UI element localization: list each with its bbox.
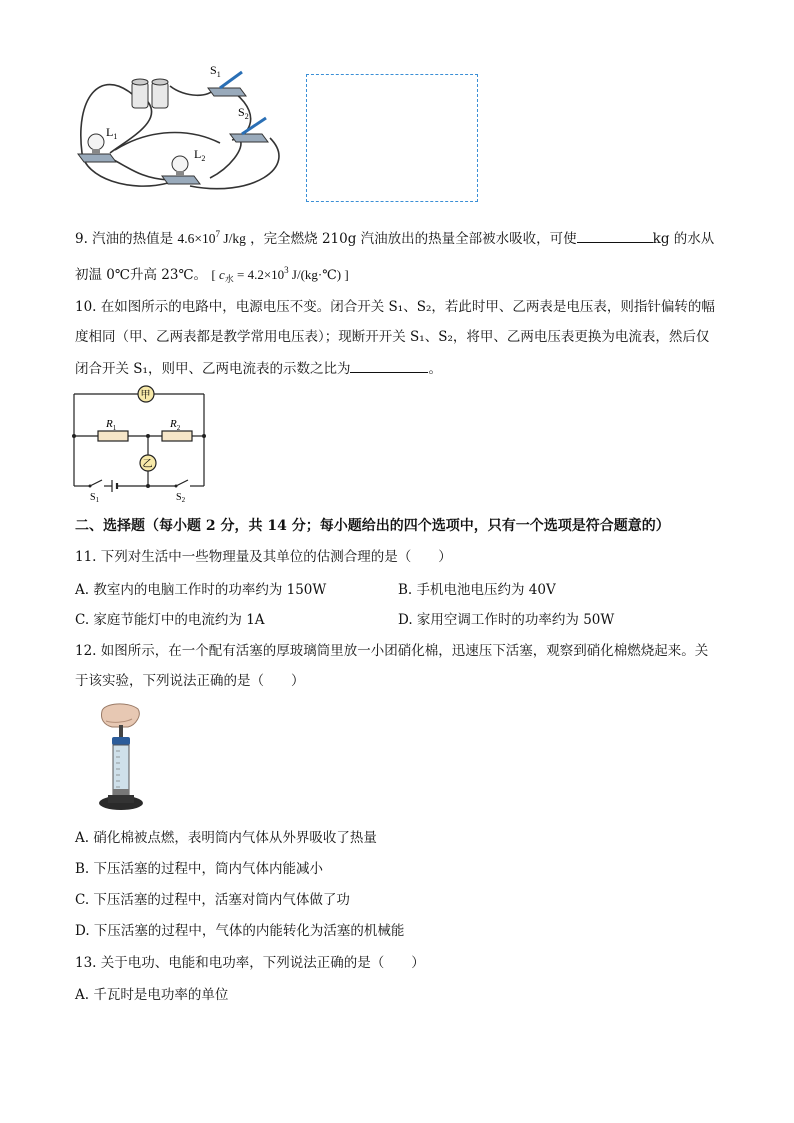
s1-label: $S_1$	[90, 492, 100, 502]
q11-option-b[interactable]: B. 手机电池电压约为 40V	[398, 582, 556, 598]
section-2-title: 二、选择题（每小题 2 分，共 14 分；每小题给出的四个选项中，只有一个选项是符合题意的）	[75, 518, 670, 534]
q9-specific-heat: [ $c_水 = 4.2\times 10^3$ J/(kg·℃) ]	[211, 265, 349, 284]
s2-label: $S_2$	[176, 492, 186, 502]
r2-label: $R_2$	[170, 418, 181, 432]
q11-option-a[interactable]: A. 教室内的电脑工作时的功率约为 150W	[75, 582, 327, 598]
meter-b-label: 乙	[142, 459, 153, 470]
q11-stem: 11. 下列对生活中一些物理量及其单位的估测合理的是（ ）	[75, 549, 452, 565]
meter-a-label: 甲	[140, 390, 151, 401]
q10-line1: 10. 在如图所示的电路中，电源电压不变。闭合开关 S₁、S₂，若此时甲、乙两表是电压表，则指针偏转的幅	[75, 299, 715, 315]
q11-option-c[interactable]: C. 家庭节能灯中的电流约为 1A	[75, 612, 265, 628]
q12-option-d[interactable]: D. 下压活塞的过程中，气体的内能转化为活塞的机械能	[75, 923, 405, 939]
q12-option-a[interactable]: A. 硝化棉被点燃，表明筒内气体从外界吸收了热量	[75, 830, 377, 846]
q9-line1: 9. 汽油的热值是 $4.6\times 10^7$ J/kg ，完全燃烧 210g 汽油放出的热量全部被水吸收，可使 kg 的水从	[75, 229, 715, 247]
q10-circuit-diagram	[68, 384, 214, 502]
q8-circuit-figure	[70, 58, 290, 200]
q10-answer-blank[interactable]	[350, 358, 428, 373]
r1-label: $R_1$	[106, 418, 117, 432]
q10-line3: 闭合开关 S₁，则甲、乙两电流表的示数之比为 。	[75, 358, 442, 379]
q12-piston-apparatus-image	[92, 703, 148, 817]
q9-line2: 初温 0℃升高 23℃。 [ $c_水 = 4.2\times 10^3$ J/(kg·℃) ]	[75, 265, 349, 284]
q13-stem: 13. 关于电功、电能和电功率，下列说法正确的是（ ）	[75, 955, 425, 971]
q13-option-a[interactable]: A. 千瓦时是电功率的单位	[75, 987, 229, 1003]
q12-option-c[interactable]: C. 下压活塞的过程中，活塞对筒内气体做了功	[75, 892, 350, 908]
label-s2: $S_2$	[238, 105, 249, 121]
q9-answer-blank[interactable]	[577, 228, 653, 243]
label-l1: $L_1$	[106, 125, 118, 141]
q9-heat-value: $4.6\times 10^7$ J/kg	[177, 229, 246, 246]
label-s1: $S_1$	[210, 63, 221, 79]
q12-line1: 12. 如图所示，在一个配有活塞的厚玻璃筒里放一小团硝化棉，迅速压下活塞，观察到硝化棉燃烧起来。关	[75, 643, 709, 659]
q10-line2: 度相同（甲、乙两表都是教学常用电压表）；现断开开关 S₁、S₂，将甲、乙两电压表更换为电流表，然后仅	[75, 329, 710, 345]
label-l2: $L_2$	[194, 147, 206, 163]
q12-line2: 于该实验，下列说法正确的是（ ）	[75, 673, 305, 689]
answer-box[interactable]	[306, 74, 478, 202]
q12-option-b[interactable]: B. 下压活塞的过程中，筒内气体内能减小	[75, 861, 324, 877]
q11-option-d[interactable]: D. 家用空调工作时的功率约为 50W	[398, 612, 615, 628]
